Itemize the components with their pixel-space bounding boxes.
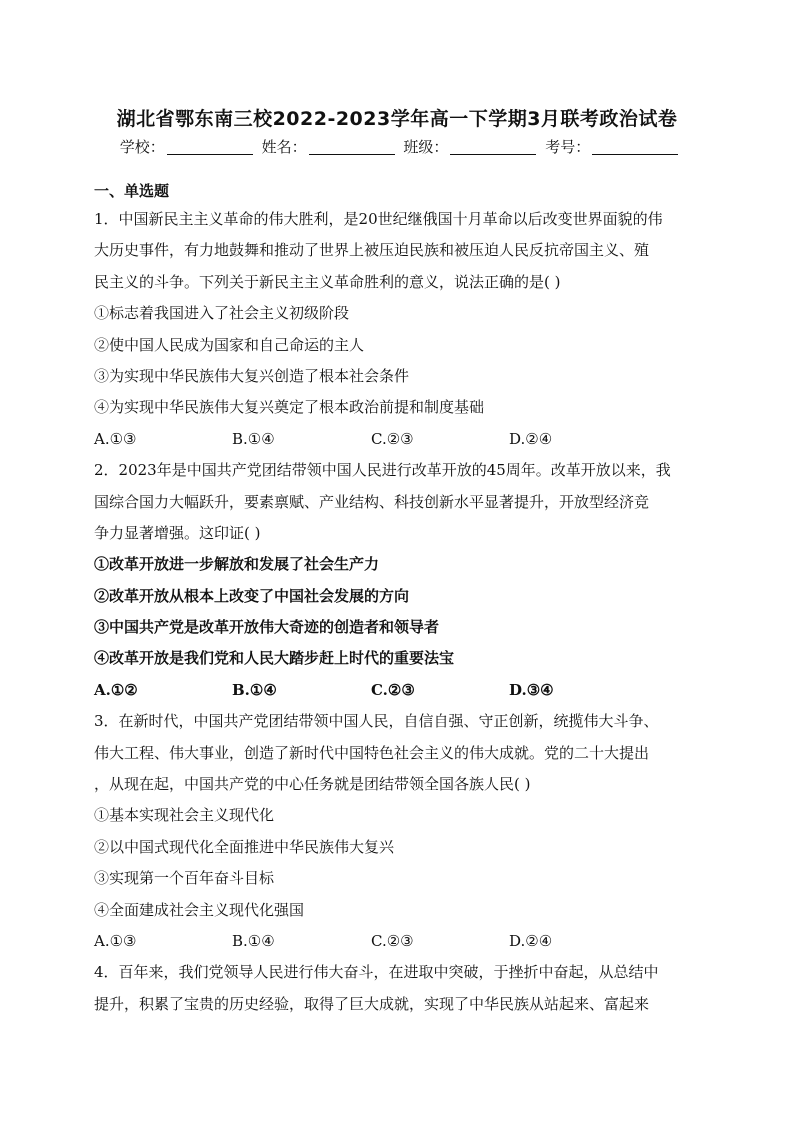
option-c[interactable]: C.②③ — [371, 931, 414, 950]
section-heading: 一、单选题 — [94, 182, 170, 200]
option-a[interactable]: A.①③ — [94, 931, 137, 950]
question-1 — [94, 204, 698, 455]
option-d[interactable]: D.②④ — [509, 429, 553, 448]
question-stem-line: 提升，积累了宝贵的历史经验，取得了巨大成就，实现了中华民族从站起来、富起来 — [94, 994, 650, 1013]
question-stem-line: 3．在新时代，中国共产党团结带领中国人民，自信自强、守正创新，统揽伟大斗争、 — [94, 712, 659, 731]
id-label: 考号： — [545, 138, 591, 156]
question-stem-line: 4．百年来，我们党领导人民进行伟大奋斗，在进取中突破，于挫折中奋起，从总结中 — [94, 963, 659, 982]
question-3 — [94, 706, 698, 957]
option-a[interactable]: A.①③ — [94, 429, 137, 448]
question-stem-line: 1．中国新民主主义革命的伟大胜利，是20世纪继俄国十月革命以后改变世界面貌的伟 — [94, 210, 663, 228]
id-blank — [592, 140, 678, 155]
answer-options — [94, 926, 698, 957]
option-d[interactable]: D.③④ — [509, 680, 554, 699]
statement-item: ①标志着我国进入了社会主义初级阶段 — [94, 304, 350, 323]
statement-item: ①基本实现社会主义现代化 — [94, 806, 275, 825]
option-b[interactable]: B.①④ — [232, 680, 277, 699]
statement-item: ④为实现中华民族伟大复兴奠定了根本政治前提和制度基础 — [94, 398, 485, 417]
question-stem-line: 国综合国力大幅跃升，要素禀赋、产业结构、科技创新水平显著提升，开放型经济竞 — [94, 492, 650, 511]
statement-item: ④全面建成社会主义现代化强国 — [94, 900, 305, 919]
question-stem-line: 伟大工程、伟大事业，创造了新时代中国特色社会主义的伟大成就。党的二十大提出 — [94, 743, 650, 762]
statement-item: ③中国共产党是改革开放伟大奇迹的创造者和领导者 — [94, 618, 440, 637]
statement-item: ③为实现中华民族伟大复兴创造了根本社会条件 — [94, 366, 410, 385]
statement-item: ④改革开放是我们党和人民大踏步赶上时代的重要法宝 — [94, 649, 455, 668]
question-4 — [94, 957, 698, 1020]
question-stem-line: 2．2023年是中国共产党团结带领中国人民进行改革开放的45周年。改革开放以来，我 — [94, 461, 671, 480]
option-d[interactable]: D.②④ — [509, 931, 553, 950]
page-title: 湖北省鄂东南三校2022-2023学年高一下学期3月联考政治试卷 — [116, 108, 678, 130]
statement-item: ②改革开放从根本上改变了中国社会发展的方向 — [94, 586, 410, 605]
question-stem-line: 争力显著增强。这印证( ) — [94, 523, 261, 542]
class-label: 班级： — [403, 138, 449, 156]
statement-item: ②使中国人民成为国家和自己命运的主人 — [94, 335, 365, 354]
option-c[interactable]: C.②③ — [371, 680, 415, 699]
statement-item: ③实现第一个百年奋斗目标 — [94, 869, 275, 888]
statement-item: ②以中国式现代化全面推进中华民族伟大复兴 — [94, 837, 395, 856]
school-label: 学校： — [119, 138, 165, 156]
statement-item: ①改革开放进一步解放和发展了社会生产力 — [94, 555, 380, 574]
name-label: 姓名： — [261, 138, 307, 156]
name-blank — [309, 140, 395, 155]
school-blank — [167, 140, 253, 155]
answer-options — [94, 675, 698, 706]
question-stem-line: 大历史事件，有力地鼓舞和推动了世界上被压迫民族和被压迫人民反抗帝国主义、殖 — [94, 241, 650, 260]
student-info-row — [0, 136, 794, 157]
class-blank — [450, 140, 536, 155]
question-stem-line: ，从现在起，中国共产党的中心任务就是团结带领全国各族人民( ) — [94, 775, 531, 794]
option-c[interactable]: C.②③ — [371, 429, 414, 448]
question-2 — [94, 455, 698, 706]
option-b[interactable]: B.①④ — [232, 429, 275, 448]
option-a[interactable]: A.①② — [94, 680, 138, 699]
option-b[interactable]: B.①④ — [232, 931, 275, 950]
answer-options — [94, 424, 698, 455]
questions — [94, 204, 698, 1020]
question-stem-line: 民主义的斗争。下列关于新民主主义革命胜利的意义，说法正确的是( ) — [94, 272, 561, 291]
